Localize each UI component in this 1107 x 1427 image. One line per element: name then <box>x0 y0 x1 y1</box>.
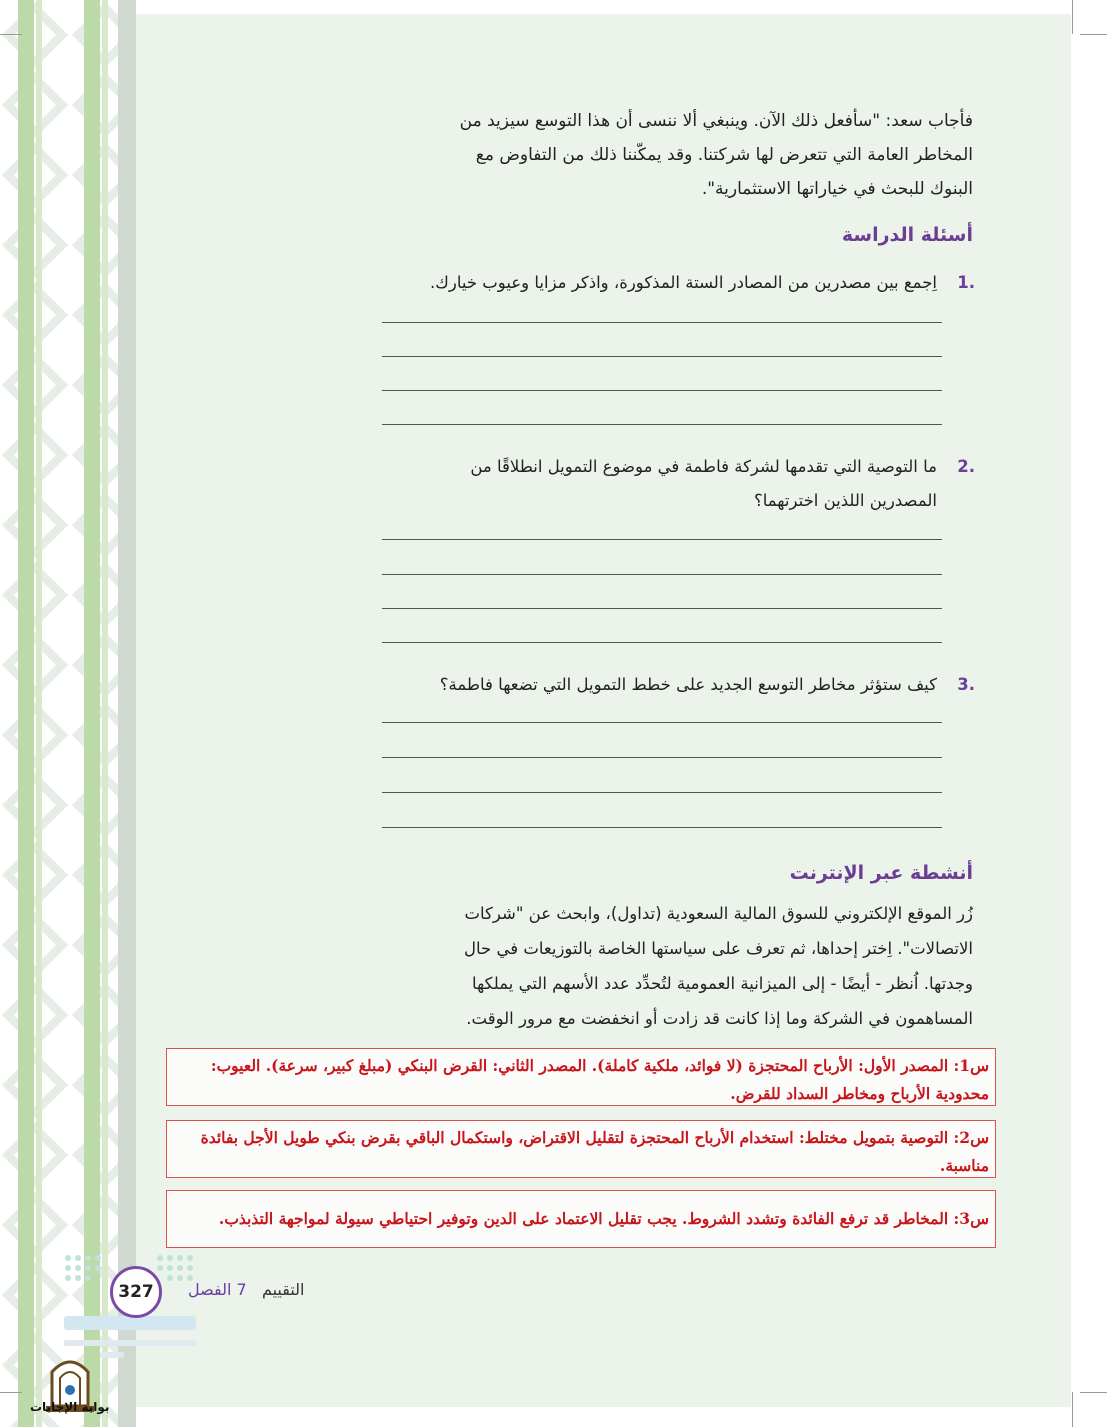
answer-line[interactable] <box>382 574 942 575</box>
answer-line[interactable] <box>382 642 942 643</box>
online-activities-title: أنشطة عبر الإنترنت <box>789 862 973 884</box>
answer-line[interactable] <box>382 792 942 793</box>
section-label: التقييم <box>261 1280 305 1299</box>
answer-text: س1: المصدر الأول: الأرباح المحتجزة (لا فوائد، ملكية كاملة). المصدر الثاني: القرض البنكي (مبلغ كبير، سرعة). العيوب: <box>210 1056 989 1075</box>
answer-box-1 <box>166 1048 996 1106</box>
answer-box-2 <box>166 1120 996 1178</box>
activity-line: زُر الموقع الإلكتروني للسوق المالية السعودية (تداول)، وابحث عن "شركات <box>464 904 973 923</box>
crop-mark <box>0 34 22 35</box>
chapter-number: 7 <box>236 1280 247 1299</box>
study-questions-title: أسئلة الدراسة <box>841 224 973 246</box>
answer-line[interactable] <box>382 390 942 391</box>
answer-line[interactable] <box>382 322 942 323</box>
crop-mark <box>1072 0 1073 34</box>
question-text: المصدرين اللذين اخترتهما؟ <box>753 491 937 510</box>
question-2 <box>378 450 975 518</box>
activity-line: المساهمون في الشركة وما إذا كانت قد زادت أو انخفضت مع مرور الوقت. <box>466 1009 973 1028</box>
question-text: ما التوصية التي تقدمها لشركة فاطمة في موضوع التمويل انطلاقًا من <box>470 457 937 476</box>
answer-line[interactable] <box>382 757 942 758</box>
crop-mark <box>1080 1392 1107 1393</box>
chapter-footer <box>188 1280 305 1299</box>
intro-line: فأجاب سعد: "سأفعل ذلك الآن. وينبغي ألا ننسى أن هذا التوسع سيزيد من <box>459 111 973 131</box>
question-number: .1 <box>957 273 975 292</box>
page-number: 327 <box>110 1266 162 1318</box>
answer-box-3 <box>166 1190 996 1248</box>
answer-line[interactable] <box>382 539 942 540</box>
question-3 <box>378 668 975 702</box>
intro-line: المخاطر العامة التي تتعرض لها شركتنا. وقد يمكّننا ذلك من التفاوض مع <box>475 145 973 165</box>
answer-line[interactable] <box>382 722 942 723</box>
decorative-border <box>0 0 140 1427</box>
activity-line: وجدتها. اُنظر - أيضًا - إلى الميزانية العمومية لتُحدِّد عدد الأسهم التي يملكها <box>472 974 973 993</box>
question-text: كيف ستؤثر مخاطر التوسع الجديد على خطط التمويل التي تضعها فاطمة؟ <box>439 675 937 694</box>
answers-portal-label: بوابة الإجابات <box>30 1400 110 1414</box>
answer-line[interactable] <box>382 424 942 425</box>
crop-mark <box>1072 1392 1073 1427</box>
answer-text: مناسبة. <box>939 1156 989 1175</box>
question-number: .3 <box>957 675 975 694</box>
answer-text: س2: التوصية بتمويل مختلط: استخدام الأرباح المحتجزة لتقليل الاقتراض، واستكمال الباقي بقرض بنكي طويل الأجل بفائدة <box>200 1128 989 1147</box>
intro-line: البنوك للبحث في خياراتها الاستثمارية". <box>701 179 973 199</box>
activity-line: الاتصالات". اِختر إحداها، ثم تعرف على سياستها الخاصة بالتوزيعات في حال <box>464 939 973 958</box>
answer-text: س3: المخاطر قد ترفع الفائدة وتشدد الشروط. يجب تقليل الاعتماد على الدين وتوفير احتياطي سيولة لمواجهة التذبذب. <box>218 1209 989 1228</box>
chapter-label: الفصل <box>188 1280 232 1299</box>
answer-line[interactable] <box>382 356 942 357</box>
answer-line[interactable] <box>382 827 942 828</box>
online-activities-text <box>378 896 973 1036</box>
intro-paragraph <box>378 104 973 206</box>
question-text: اِجمع بين مصدرين من المصادر الستة المذكورة، واذكر مزايا وعيوب خيارك. <box>430 273 937 292</box>
crop-mark <box>1080 34 1107 35</box>
question-1 <box>378 266 975 300</box>
answer-line[interactable] <box>382 608 942 609</box>
crop-mark <box>0 1392 22 1393</box>
question-number: .2 <box>957 457 975 476</box>
answer-text: محدودية الأرباح ومخاطر السداد للقرض. <box>730 1084 989 1103</box>
